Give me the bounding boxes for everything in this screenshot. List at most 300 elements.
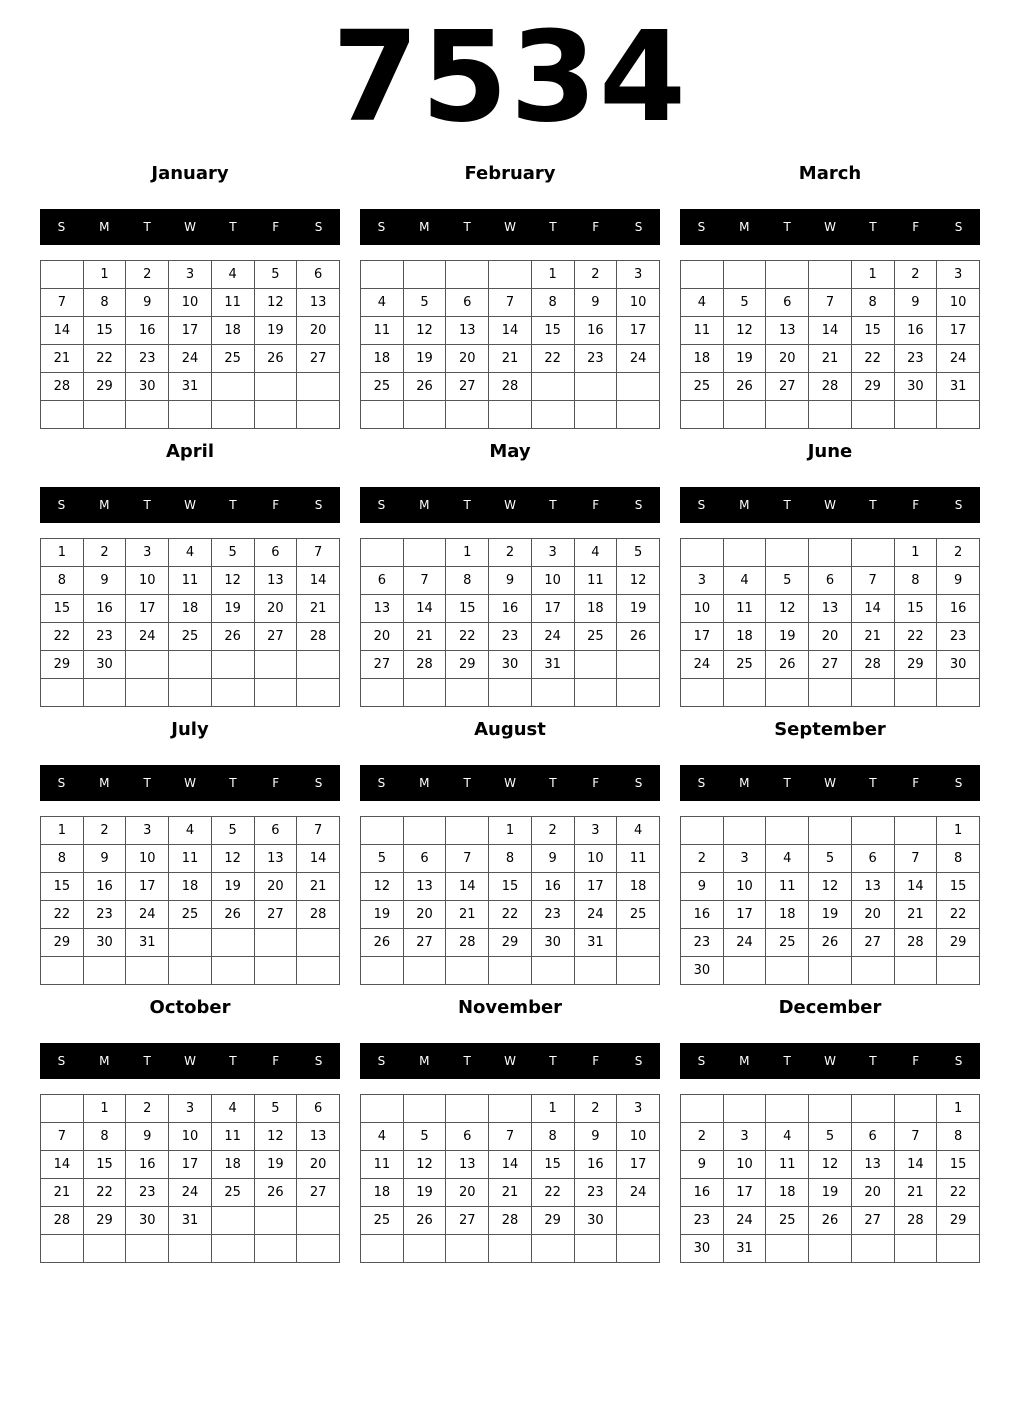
month-name: September	[774, 719, 886, 740]
day-cell: 26	[254, 1179, 297, 1207]
day-cell: 29	[83, 1207, 126, 1235]
empty-day-cell	[403, 957, 446, 985]
day-cell: 17	[126, 873, 169, 901]
empty-day-cell	[937, 679, 980, 707]
day-cell: 29	[851, 373, 894, 401]
week-row	[681, 595, 980, 623]
empty-day-cell	[809, 679, 852, 707]
day-cell: 22	[83, 1179, 126, 1207]
day-cell: 6	[361, 567, 404, 595]
day-cell: 13	[851, 873, 894, 901]
day-cell: 17	[681, 623, 724, 651]
day-cell: 2	[574, 1095, 617, 1123]
empty-day-cell	[83, 957, 126, 985]
weekday-label: M	[739, 1054, 750, 1068]
day-cell: 30	[83, 651, 126, 679]
empty-day-cell	[937, 1235, 980, 1263]
empty-day-cell	[851, 1095, 894, 1123]
day-cell: 27	[297, 345, 340, 373]
weekday-header	[40, 209, 340, 245]
weekday-label: S	[697, 776, 706, 790]
week-row	[41, 1123, 340, 1151]
weekday-label: T	[229, 498, 237, 512]
week-row	[41, 651, 340, 679]
weekday-label: T	[143, 776, 151, 790]
day-cell: 26	[723, 373, 766, 401]
day-cell: 23	[681, 1207, 724, 1235]
empty-day-cell	[169, 679, 212, 707]
empty-day-cell	[851, 679, 894, 707]
empty-day-cell	[169, 929, 212, 957]
day-cell: 21	[41, 1179, 84, 1207]
day-cell: 11	[211, 289, 254, 317]
day-cell: 2	[531, 817, 574, 845]
empty-day-cell	[766, 1095, 809, 1123]
empty-day-cell	[297, 929, 340, 957]
day-cell: 20	[361, 623, 404, 651]
week-row	[681, 261, 980, 289]
week-row	[361, 345, 660, 373]
week-row	[361, 539, 660, 567]
week-row	[361, 845, 660, 873]
week-row	[361, 289, 660, 317]
week-row	[361, 401, 660, 429]
weekday-header	[40, 765, 340, 801]
weekday-label: T	[783, 498, 791, 512]
week-row	[361, 1179, 660, 1207]
weekday-label: M	[99, 498, 110, 512]
day-cell: 7	[41, 289, 84, 317]
month-september	[680, 718, 980, 984]
day-cell: 12	[809, 1151, 852, 1179]
weekday-label: S	[697, 220, 706, 234]
weekday-label: T	[783, 1054, 791, 1068]
day-cell: 17	[617, 317, 660, 345]
day-cell: 25	[169, 623, 212, 651]
day-cell: 26	[766, 651, 809, 679]
day-cell: 5	[254, 261, 297, 289]
day-cell: 10	[126, 567, 169, 595]
empty-day-cell	[361, 1235, 404, 1263]
day-cell: 27	[851, 929, 894, 957]
empty-day-cell	[41, 679, 84, 707]
empty-day-cell	[446, 817, 489, 845]
day-cell: 3	[681, 567, 724, 595]
day-cell: 14	[489, 317, 532, 345]
day-cell: 28	[41, 1207, 84, 1235]
weekday-label: T	[869, 1054, 877, 1068]
weekday-label: F	[912, 498, 920, 512]
weekday-label: F	[272, 498, 280, 512]
day-cell: 2	[126, 261, 169, 289]
day-cell: 4	[766, 845, 809, 873]
day-cell: 10	[126, 845, 169, 873]
week-row	[681, 539, 980, 567]
day-cell: 3	[617, 261, 660, 289]
weekday-label: S	[314, 1054, 323, 1068]
day-cell: 6	[851, 1123, 894, 1151]
empty-day-cell	[766, 401, 809, 429]
weekday-label: M	[739, 776, 750, 790]
empty-day-cell	[681, 817, 724, 845]
week-row	[681, 373, 980, 401]
day-cell: 12	[766, 595, 809, 623]
week-row	[41, 901, 340, 929]
day-cell: 11	[617, 845, 660, 873]
day-cell: 16	[894, 317, 937, 345]
weekday-label: S	[634, 220, 643, 234]
weekday-label: T	[463, 220, 471, 234]
empty-day-cell	[489, 1235, 532, 1263]
weekday-label: F	[272, 776, 280, 790]
day-cell: 17	[723, 901, 766, 929]
day-cell: 11	[169, 567, 212, 595]
day-cell: 27	[809, 651, 852, 679]
day-cell: 20	[851, 1179, 894, 1207]
weekday-label: W	[184, 1054, 196, 1068]
day-cell: 6	[446, 1123, 489, 1151]
day-cell: 7	[297, 817, 340, 845]
week-row	[361, 929, 660, 957]
week-row	[41, 1179, 340, 1207]
week-row	[41, 679, 340, 707]
day-cell: 31	[531, 651, 574, 679]
days-grid	[40, 816, 340, 985]
day-cell: 24	[617, 345, 660, 373]
empty-day-cell	[211, 373, 254, 401]
day-cell: 16	[937, 595, 980, 623]
day-cell: 23	[489, 623, 532, 651]
day-cell: 21	[851, 623, 894, 651]
day-cell: 30	[489, 651, 532, 679]
weekday-label: M	[419, 776, 430, 790]
week-row	[681, 651, 980, 679]
day-cell: 18	[574, 595, 617, 623]
day-cell: 8	[446, 567, 489, 595]
month-name: March	[798, 163, 862, 184]
empty-day-cell	[531, 401, 574, 429]
empty-day-cell	[41, 957, 84, 985]
week-row	[361, 317, 660, 345]
day-cell: 30	[531, 929, 574, 957]
day-cell: 6	[446, 289, 489, 317]
day-cell: 16	[531, 873, 574, 901]
year-title: 7534	[332, 5, 688, 150]
empty-day-cell	[574, 651, 617, 679]
weekday-label: W	[824, 776, 836, 790]
empty-day-cell	[169, 1235, 212, 1263]
empty-day-cell	[766, 1235, 809, 1263]
day-cell: 10	[617, 1123, 660, 1151]
empty-day-cell	[851, 401, 894, 429]
days-grid	[680, 1094, 980, 1263]
empty-day-cell	[851, 1235, 894, 1263]
day-cell: 1	[41, 539, 84, 567]
day-cell: 30	[126, 373, 169, 401]
empty-day-cell	[297, 651, 340, 679]
day-cell: 24	[723, 1207, 766, 1235]
weekday-label: T	[549, 776, 557, 790]
empty-day-cell	[254, 401, 297, 429]
day-cell: 1	[531, 1095, 574, 1123]
empty-day-cell	[617, 1235, 660, 1263]
empty-day-cell	[766, 679, 809, 707]
day-cell: 18	[681, 345, 724, 373]
day-cell: 7	[403, 567, 446, 595]
day-cell: 22	[83, 345, 126, 373]
day-cell: 11	[211, 1123, 254, 1151]
month-name: November	[457, 997, 563, 1018]
day-cell: 13	[809, 595, 852, 623]
weekday-label: T	[229, 776, 237, 790]
day-cell: 30	[574, 1207, 617, 1235]
day-cell: 13	[446, 1151, 489, 1179]
empty-day-cell	[851, 957, 894, 985]
day-cell: 18	[361, 1179, 404, 1207]
empty-day-cell	[809, 817, 852, 845]
empty-day-cell	[403, 817, 446, 845]
week-row	[41, 623, 340, 651]
weekday-label: S	[377, 220, 386, 234]
weekday-label: S	[377, 776, 386, 790]
week-row	[361, 901, 660, 929]
day-cell: 8	[937, 1123, 980, 1151]
day-cell: 23	[894, 345, 937, 373]
week-row	[41, 373, 340, 401]
day-cell: 3	[723, 845, 766, 873]
empty-day-cell	[809, 401, 852, 429]
day-cell: 16	[126, 1151, 169, 1179]
day-cell: 11	[723, 595, 766, 623]
empty-day-cell	[723, 539, 766, 567]
day-cell: 17	[937, 317, 980, 345]
empty-day-cell	[809, 957, 852, 985]
week-row	[361, 651, 660, 679]
day-cell: 21	[297, 595, 340, 623]
empty-day-cell	[211, 957, 254, 985]
week-row	[681, 845, 980, 873]
week-row	[361, 595, 660, 623]
day-cell: 9	[83, 845, 126, 873]
day-cell: 30	[126, 1207, 169, 1235]
empty-day-cell	[766, 539, 809, 567]
weekday-label: W	[184, 776, 196, 790]
empty-day-cell	[617, 373, 660, 401]
weekday-header	[360, 765, 660, 801]
day-cell: 29	[937, 1207, 980, 1235]
empty-day-cell	[681, 401, 724, 429]
week-row	[681, 817, 980, 845]
day-cell: 11	[361, 317, 404, 345]
day-cell: 8	[41, 567, 84, 595]
day-cell: 13	[297, 289, 340, 317]
empty-day-cell	[297, 373, 340, 401]
day-cell: 23	[126, 345, 169, 373]
empty-day-cell	[574, 957, 617, 985]
day-cell: 21	[489, 1179, 532, 1207]
day-cell: 11	[766, 1151, 809, 1179]
day-cell: 15	[937, 1151, 980, 1179]
day-cell: 21	[403, 623, 446, 651]
empty-day-cell	[723, 261, 766, 289]
day-cell: 20	[766, 345, 809, 373]
empty-day-cell	[723, 679, 766, 707]
day-cell: 6	[809, 567, 852, 595]
empty-day-cell	[617, 957, 660, 985]
day-cell: 14	[489, 1151, 532, 1179]
day-cell: 6	[403, 845, 446, 873]
week-row	[41, 817, 340, 845]
day-cell: 22	[489, 901, 532, 929]
day-cell: 27	[403, 929, 446, 957]
week-row	[361, 373, 660, 401]
day-cell: 9	[574, 1123, 617, 1151]
day-cell: 5	[809, 845, 852, 873]
day-cell: 27	[254, 901, 297, 929]
day-cell: 18	[617, 873, 660, 901]
day-cell: 4	[574, 539, 617, 567]
day-cell: 1	[894, 539, 937, 567]
day-cell: 12	[403, 1151, 446, 1179]
day-cell: 23	[531, 901, 574, 929]
day-cell: 19	[617, 595, 660, 623]
empty-day-cell	[169, 957, 212, 985]
weekday-label: F	[912, 220, 920, 234]
day-cell: 13	[403, 873, 446, 901]
day-cell: 18	[169, 873, 212, 901]
day-cell: 13	[361, 595, 404, 623]
week-row	[681, 873, 980, 901]
day-cell: 1	[489, 817, 532, 845]
day-cell: 22	[851, 345, 894, 373]
empty-day-cell	[297, 401, 340, 429]
day-cell: 6	[254, 539, 297, 567]
day-cell: 21	[894, 901, 937, 929]
empty-day-cell	[809, 261, 852, 289]
day-cell: 10	[937, 289, 980, 317]
empty-day-cell	[126, 401, 169, 429]
weekday-label: W	[184, 220, 196, 234]
day-cell: 2	[489, 539, 532, 567]
empty-day-cell	[211, 651, 254, 679]
day-cell: 10	[723, 873, 766, 901]
empty-day-cell	[211, 679, 254, 707]
weekday-label: S	[314, 220, 323, 234]
empty-day-cell	[681, 1095, 724, 1123]
day-cell: 9	[489, 567, 532, 595]
day-cell: 13	[254, 845, 297, 873]
week-row	[41, 401, 340, 429]
day-cell: 6	[297, 261, 340, 289]
day-cell: 15	[531, 1151, 574, 1179]
day-cell: 8	[894, 567, 937, 595]
day-cell: 17	[531, 595, 574, 623]
day-cell: 18	[723, 623, 766, 651]
day-cell: 18	[211, 317, 254, 345]
day-cell: 9	[681, 1151, 724, 1179]
days-grid	[360, 1094, 660, 1263]
day-cell: 22	[41, 901, 84, 929]
day-cell: 21	[297, 873, 340, 901]
day-cell: 8	[41, 845, 84, 873]
day-cell: 9	[937, 567, 980, 595]
day-cell: 20	[809, 623, 852, 651]
day-cell: 12	[617, 567, 660, 595]
empty-day-cell	[41, 1095, 84, 1123]
empty-day-cell	[126, 1235, 169, 1263]
weekday-label: M	[99, 220, 110, 234]
empty-day-cell	[574, 373, 617, 401]
days-grid	[680, 538, 980, 707]
month-june	[680, 440, 980, 706]
empty-day-cell	[403, 1095, 446, 1123]
empty-day-cell	[361, 261, 404, 289]
empty-day-cell	[169, 651, 212, 679]
day-cell: 6	[851, 845, 894, 873]
empty-day-cell	[126, 957, 169, 985]
empty-day-cell	[617, 401, 660, 429]
week-row	[681, 679, 980, 707]
day-cell: 2	[126, 1095, 169, 1123]
weekday-label: W	[504, 776, 516, 790]
empty-day-cell	[766, 817, 809, 845]
month-name: June	[807, 441, 853, 462]
empty-day-cell	[489, 957, 532, 985]
day-cell: 4	[766, 1123, 809, 1151]
days-grid	[680, 260, 980, 429]
weekday-label: S	[954, 1054, 963, 1068]
day-cell: 25	[574, 623, 617, 651]
day-cell: 24	[169, 1179, 212, 1207]
day-cell: 31	[126, 929, 169, 957]
day-cell: 25	[211, 1179, 254, 1207]
day-cell: 28	[446, 929, 489, 957]
week-row	[361, 957, 660, 985]
day-cell: 2	[894, 261, 937, 289]
weekday-label: S	[634, 498, 643, 512]
day-cell: 1	[446, 539, 489, 567]
month-february	[360, 162, 660, 428]
day-cell: 19	[361, 901, 404, 929]
weekday-label: T	[143, 498, 151, 512]
day-cell: 3	[574, 817, 617, 845]
weekday-label: W	[824, 498, 836, 512]
day-cell: 29	[446, 651, 489, 679]
empty-day-cell	[937, 957, 980, 985]
day-cell: 1	[937, 1095, 980, 1123]
empty-day-cell	[361, 957, 404, 985]
day-cell: 31	[169, 373, 212, 401]
day-cell: 25	[361, 1207, 404, 1235]
day-cell: 12	[211, 567, 254, 595]
weekday-label: M	[739, 220, 750, 234]
day-cell: 23	[574, 1179, 617, 1207]
day-cell: 12	[723, 317, 766, 345]
day-cell: 14	[809, 317, 852, 345]
empty-day-cell	[254, 373, 297, 401]
day-cell: 19	[403, 1179, 446, 1207]
day-cell: 13	[851, 1151, 894, 1179]
weekday-label: S	[954, 776, 963, 790]
empty-day-cell	[403, 679, 446, 707]
week-row	[41, 1095, 340, 1123]
day-cell: 12	[211, 845, 254, 873]
weekday-label: W	[504, 498, 516, 512]
day-cell: 21	[446, 901, 489, 929]
empty-day-cell	[211, 1235, 254, 1263]
day-cell: 15	[446, 595, 489, 623]
day-cell: 20	[254, 595, 297, 623]
